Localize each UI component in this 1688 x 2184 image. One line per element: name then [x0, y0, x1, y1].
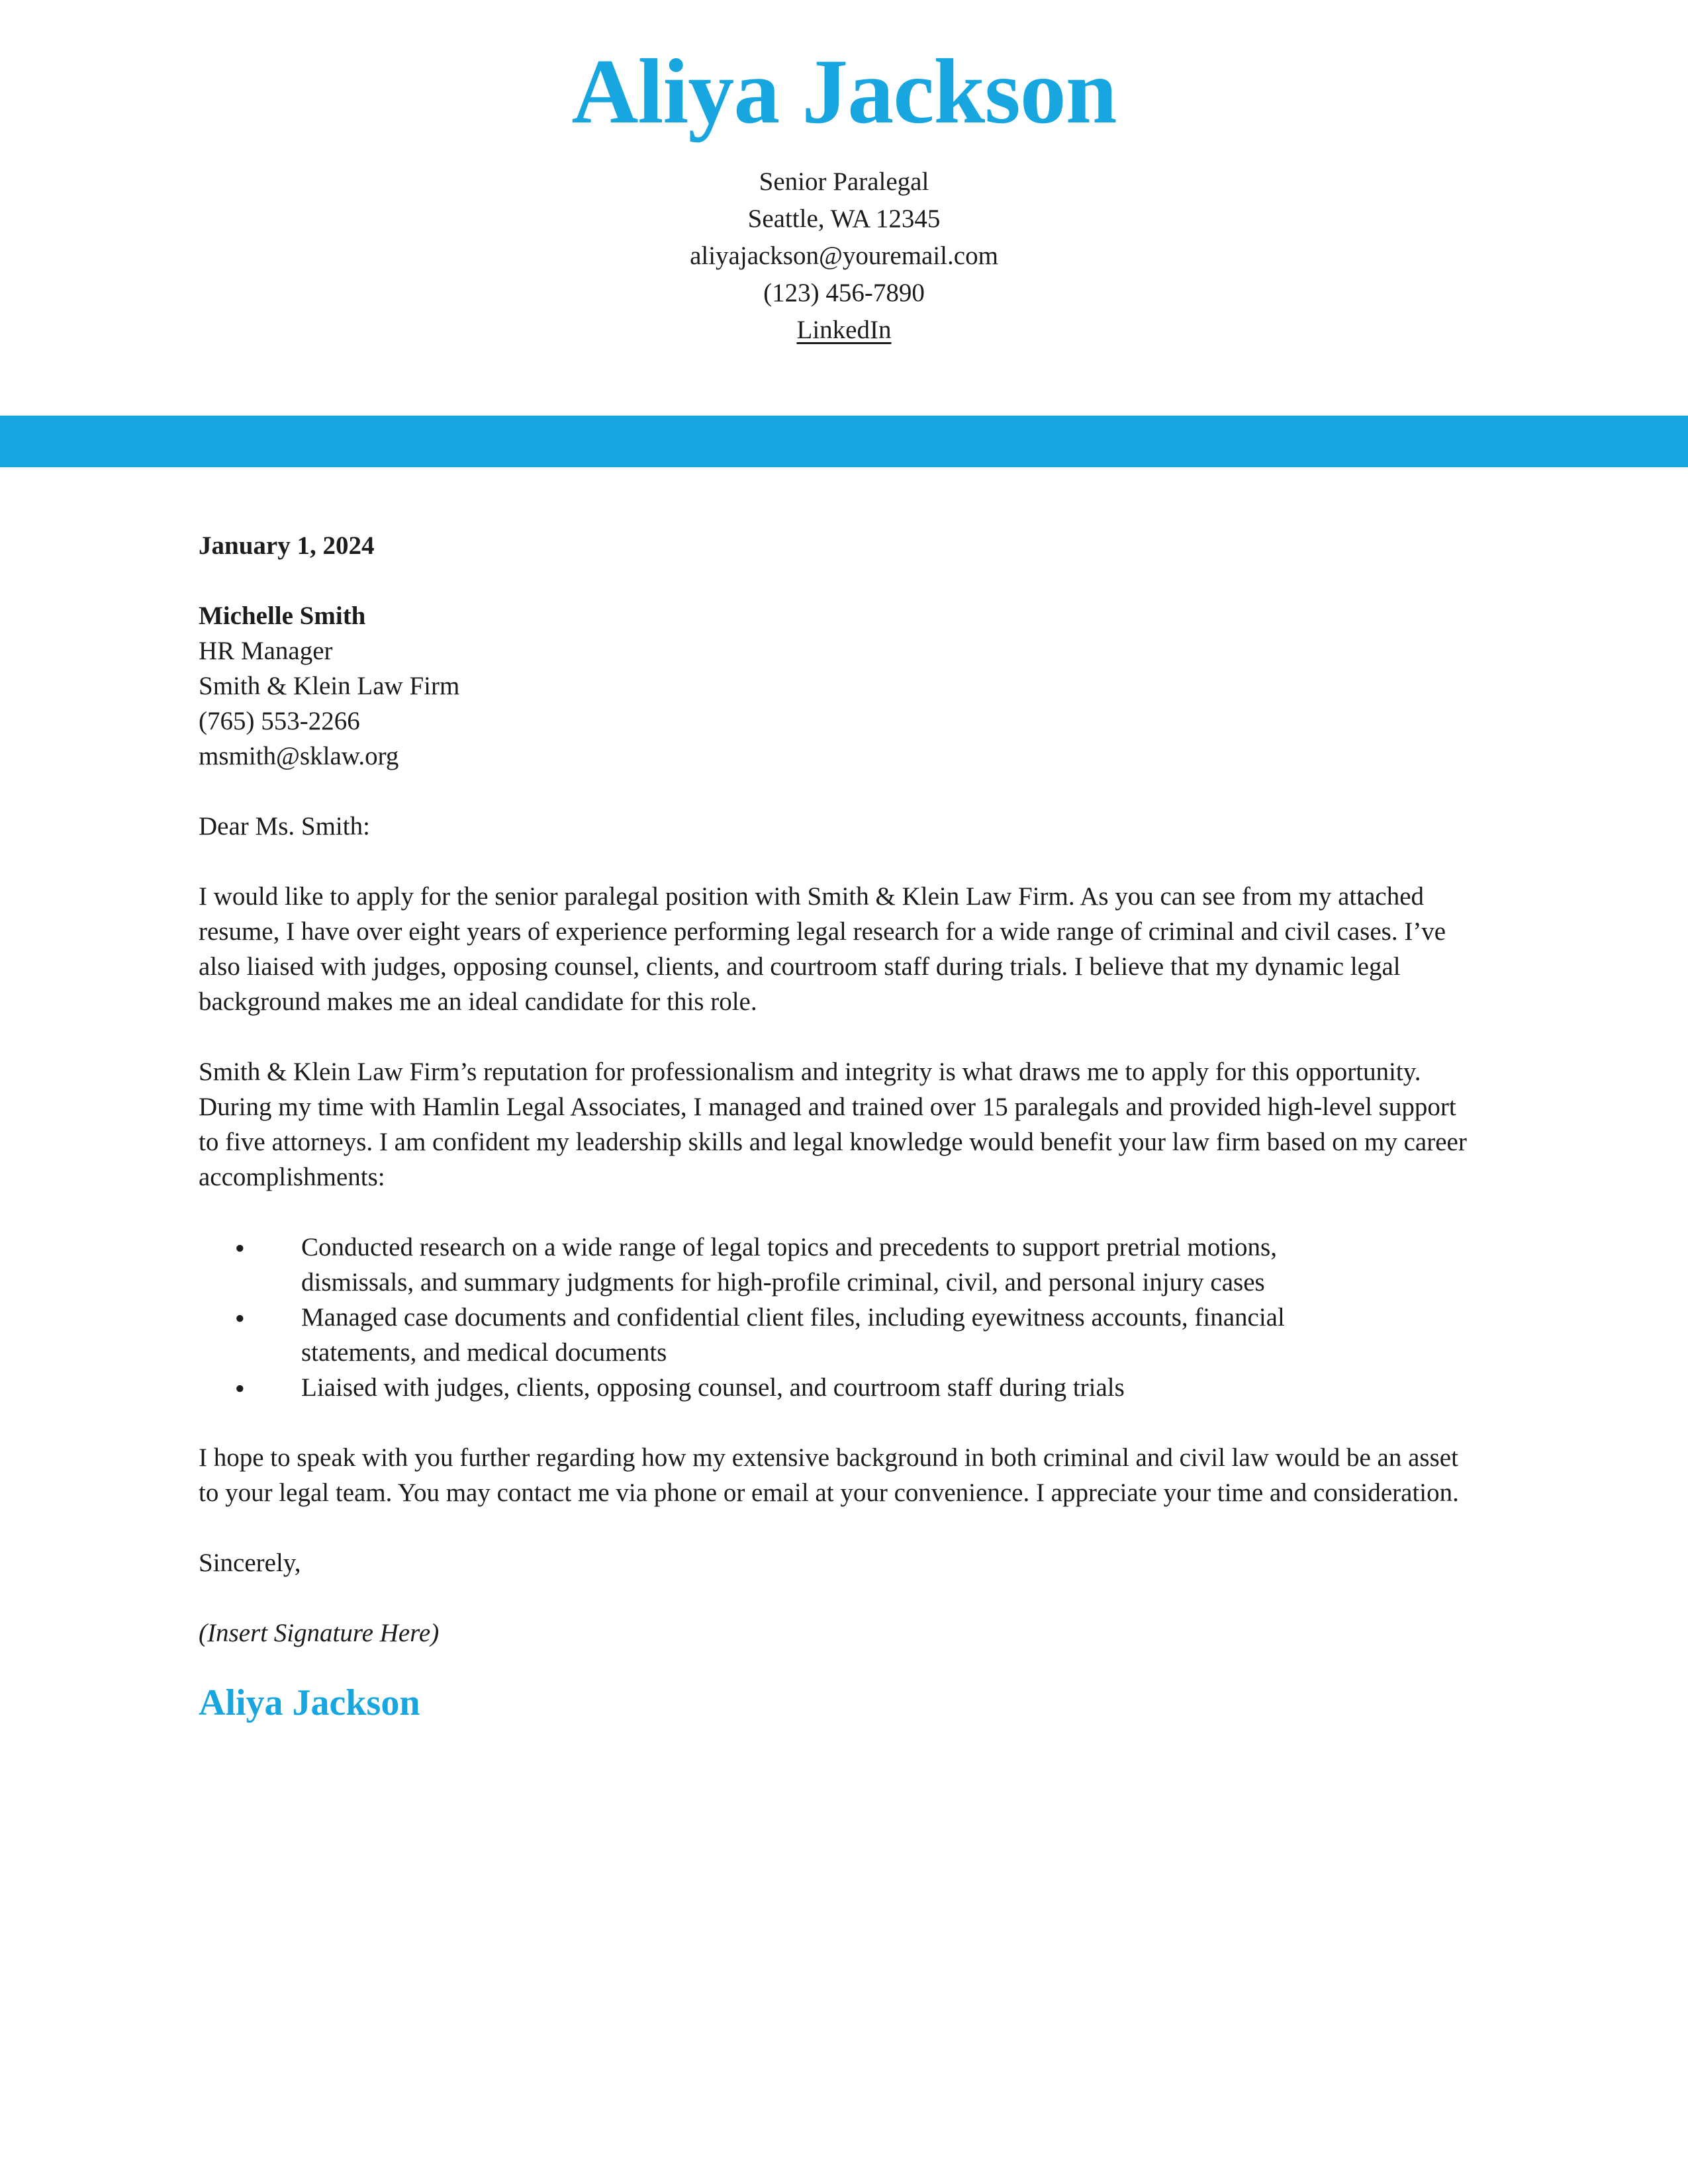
recipient-email: msmith@sklaw.org [199, 742, 399, 770]
accomplishments-list [199, 1230, 1374, 1405]
contact-block [0, 163, 1688, 349]
recipient-phone: (765) 553-2266 [199, 707, 360, 735]
body-paragraph-2: Smith & Klein Law Firm’s reputation for professionalism and integrity is what draws me to apply for this opportunity. During my time with Hamlin Legal Associates, I managed and trained over 15 paralegals and provided high-level support to five attorneys. I am confident my leadership skills and legal knowledge would benefit your law firm based on my career accomplishments: [199, 1058, 1467, 1191]
contact-phone: (123) 456-7890 [763, 279, 925, 307]
linkedin-link[interactable]: LinkedIn [796, 316, 892, 344]
applicant-name: Aliya Jackson [571, 40, 1117, 143]
body-paragraph-1: I would like to apply for the senior paralegal position with Smith & Klein Law Firm. As you can see from my attached resume, I have over eight years of experience performing legal research for a wide range of criminal and civil cases. I’ve also liaised with judges, opposing counsel, clients, and courtroom staff during trials. I believe that my dynamic legal background makes me an ideal candidate for this role. [199, 882, 1446, 1016]
letter-body [0, 467, 1688, 1756]
contact-email: aliyajackson@youremail.com [690, 242, 998, 270]
header [0, 0, 1688, 349]
contact-job-title: Senior Paralegal [759, 167, 929, 196]
valediction: Sincerely, [199, 1549, 301, 1577]
salutation: Dear Ms. Smith: [199, 812, 370, 841]
letter-date: January 1, 2024 [199, 531, 375, 560]
recipient-name: Michelle Smith [199, 602, 366, 630]
recipient-block [199, 598, 1479, 774]
recipient-title: HR Manager [199, 637, 333, 665]
accent-bar [0, 416, 1688, 467]
signature-placeholder: (Insert Signature Here) [199, 1619, 440, 1647]
recipient-company: Smith & Klein Law Firm [199, 672, 460, 700]
list-item: ● Conducted research on a wide range of legal topics and precedents to support pretrial motions, dismissals, and summary judgments for high-profile criminal, civil, and personal injury cases [199, 1230, 1374, 1300]
list-item: ● Liaised with judges, clients, opposing counsel, and courtroom staff during trials [199, 1370, 1374, 1405]
closing-paragraph: I hope to speak with you further regarding how my extensive background in both criminal and civil law would be an asset to your legal team. You may contact me via phone or email at your convenience. I appreciate your time and consideration. [199, 1443, 1459, 1507]
list-item: ● Managed case documents and confidential client files, including eyewitness accounts, financial statements, and medical documents [199, 1300, 1374, 1370]
signature-name: Aliya Jackson [199, 1682, 420, 1723]
contact-location: Seattle, WA 12345 [747, 205, 941, 233]
